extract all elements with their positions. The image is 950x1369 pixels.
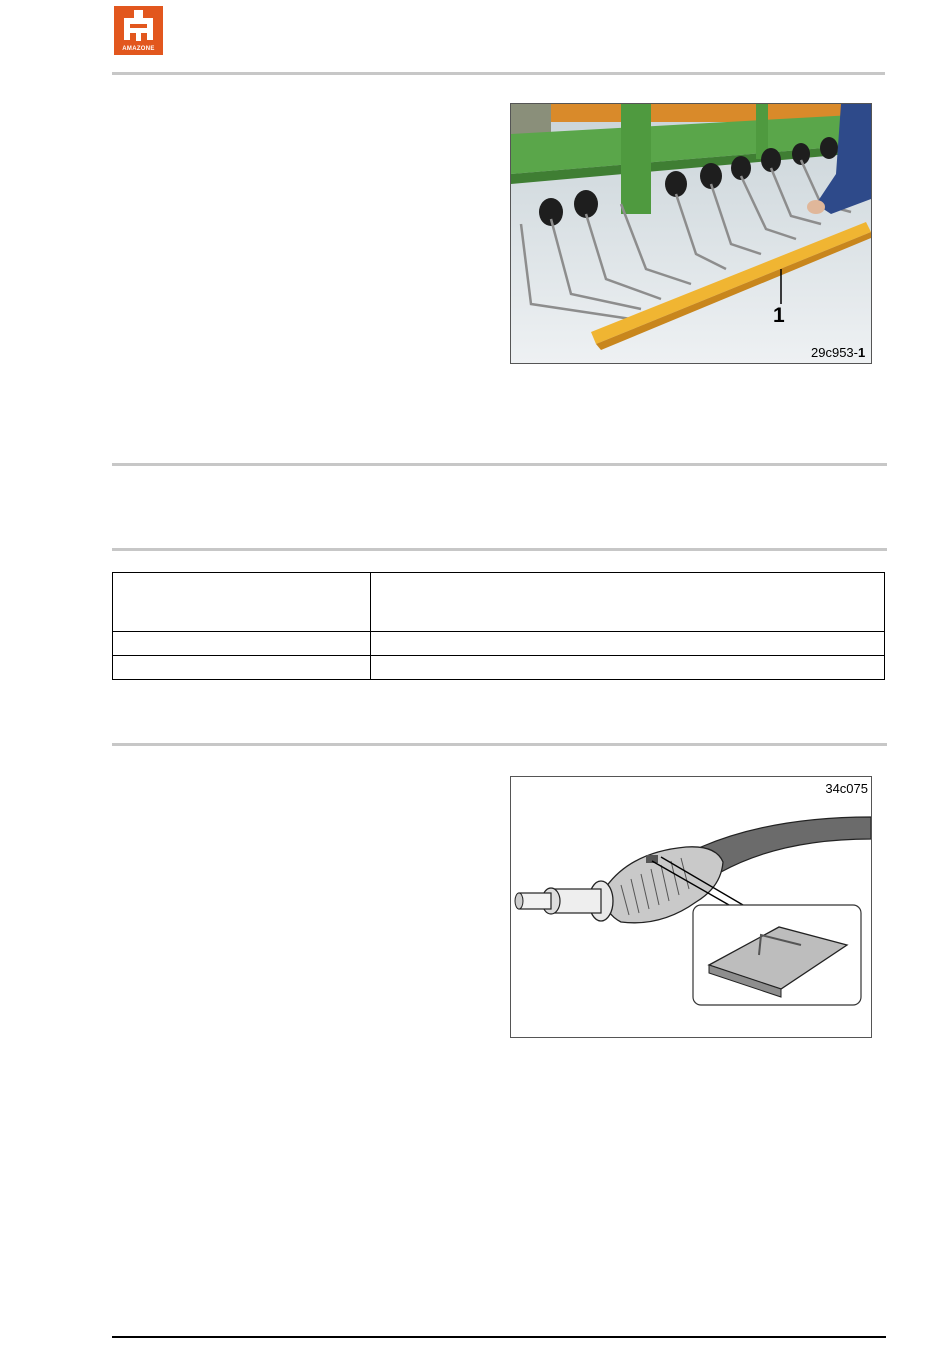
callout-number: 1 [773, 304, 785, 327]
table-cell [371, 573, 885, 632]
figure-code-number: 1 [857, 345, 866, 360]
table-cell [371, 656, 885, 680]
section-divider-3 [112, 743, 887, 746]
hydraulic-coupling-illustration [511, 777, 871, 1037]
header-divider [112, 72, 885, 75]
seed-drill-illustration [511, 104, 871, 363]
table-cell [371, 632, 885, 656]
section-divider-1 [112, 463, 887, 466]
figure-code [811, 345, 865, 360]
footer-divider [112, 1336, 886, 1338]
table-cell [113, 656, 371, 680]
table-header-row [113, 573, 885, 632]
figure-seed-drill-photo [510, 103, 872, 364]
amazone-logo [114, 6, 163, 55]
data-table [112, 572, 885, 680]
section-divider-2 [112, 548, 887, 551]
table-cell [113, 573, 371, 632]
figure-hydraulic-coupling [510, 776, 872, 1038]
figure-code-prefix: 29c953- [811, 345, 858, 360]
table-cell [113, 632, 371, 656]
logo-text: AMAZONE [122, 46, 155, 52]
table-row [113, 656, 885, 680]
table-row [113, 632, 885, 656]
figure-code: 34c075 [825, 781, 868, 796]
